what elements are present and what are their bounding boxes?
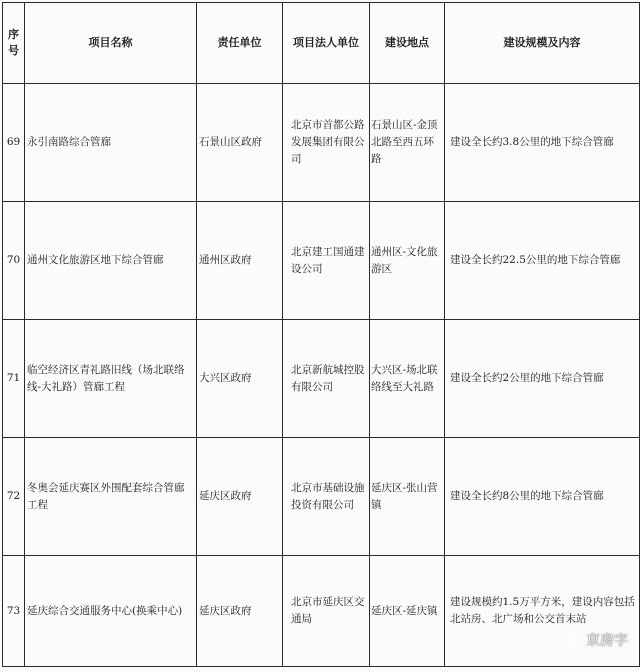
cell-scope-text: 建设全长约22.5公里的地下综合管廊 <box>450 254 621 266</box>
cell-unit-text: 大兴区政府 <box>199 372 252 384</box>
cell-unit-text: 石景山区政府 <box>199 136 262 148</box>
cell-legal-text: 北京市首都公路发展集团有限公司 <box>291 119 365 165</box>
cell-name <box>25 84 197 202</box>
cell-location-text: 石景山区-金顶北路至西五环路 <box>371 119 438 165</box>
cell-legal <box>283 320 370 438</box>
wechat-channel-icon <box>564 632 582 648</box>
cell-scope <box>445 438 640 556</box>
header-legal: 项目法人单位 <box>283 3 370 84</box>
cell-no: 73 <box>3 556 25 667</box>
cell-legal <box>283 556 370 667</box>
cell-location <box>370 84 445 202</box>
cell-scope-text: 建设全长约3.8公里的地下综合管廊 <box>450 136 614 148</box>
header-name: 项目名称 <box>25 3 197 84</box>
cell-name <box>25 556 197 667</box>
cell-location-text: 延庆区-张山营镇 <box>371 481 438 511</box>
cell-scope-text: 建设全长约2公里的地下综合管廊 <box>450 372 604 384</box>
table-row <box>3 84 640 202</box>
cell-unit-text: 通州区政府 <box>199 254 252 266</box>
cell-name <box>25 202 197 320</box>
cell-unit <box>197 556 283 667</box>
cell-unit <box>197 320 283 438</box>
cell-legal <box>283 202 370 320</box>
cell-name-text: 通州文化旅游区地下综合管廊 <box>27 254 164 266</box>
cell-scope-text: 建设全长约8公里的地下综合管廊 <box>450 490 604 502</box>
cell-unit <box>197 438 283 556</box>
table-row <box>3 438 640 556</box>
cell-unit <box>197 202 283 320</box>
cell-location <box>370 320 445 438</box>
cell-name-text: 临空经济区青礼路旧线（场北联络线-大礼路）管廊工程 <box>27 363 185 393</box>
cell-location-text: 通州区-文化旅游区 <box>371 245 438 275</box>
cell-location <box>370 438 445 556</box>
cell-location-text: 大兴区-场北联络线至大礼路 <box>371 363 438 393</box>
table-row <box>3 556 640 667</box>
watermark <box>564 630 628 650</box>
cell-name <box>25 320 197 438</box>
watermark-text: 京房字 <box>586 633 628 649</box>
cell-legal <box>283 84 370 202</box>
table-row <box>3 320 640 438</box>
cell-name-text: 冬奥会延庆赛区外围配套综合管廊工程 <box>27 481 185 511</box>
cell-legal-text: 北京新航城控股有限公司 <box>291 363 365 393</box>
cell-unit-text: 延庆区政府 <box>199 604 252 617</box>
cell-name-text: 延庆综合交通服务中心(换乘中心) <box>27 604 183 617</box>
cell-scope <box>445 84 640 202</box>
cell-legal-text: 北京市延庆区交通局 <box>291 596 365 625</box>
cell-legal <box>283 438 370 556</box>
header-scope: 建设规模及内容 <box>445 3 640 84</box>
cell-unit-text: 延庆区政府 <box>199 490 252 502</box>
header-unit: 责任单位 <box>197 3 283 84</box>
cell-legal-text: 北京市基础设施投资有限公司 <box>291 481 365 511</box>
cell-no: 72 <box>3 438 25 556</box>
cell-no: 70 <box>3 202 25 320</box>
cell-scope <box>445 320 640 438</box>
cell-legal-text: 北京建工国通建设公司 <box>291 245 365 275</box>
cell-name <box>25 438 197 556</box>
cell-location-text: 延庆区-延庆镇 <box>371 604 438 617</box>
header-no: 序号 <box>3 3 25 84</box>
cell-name-text: 永引南路综合管廊 <box>27 136 111 148</box>
header-location: 建设地点 <box>370 3 445 84</box>
cell-no: 69 <box>3 84 25 202</box>
cell-no: 71 <box>3 320 25 438</box>
table-header-row <box>3 3 640 84</box>
cell-scope <box>445 202 640 320</box>
table-row <box>3 202 640 320</box>
cell-location <box>370 202 445 320</box>
cell-location <box>370 556 445 667</box>
project-table <box>2 2 640 667</box>
cell-unit <box>197 84 283 202</box>
cell-scope-text: 建设规模约1.5万平方米，建设内容包括北站房、北广场和公交首末站 <box>450 596 635 625</box>
